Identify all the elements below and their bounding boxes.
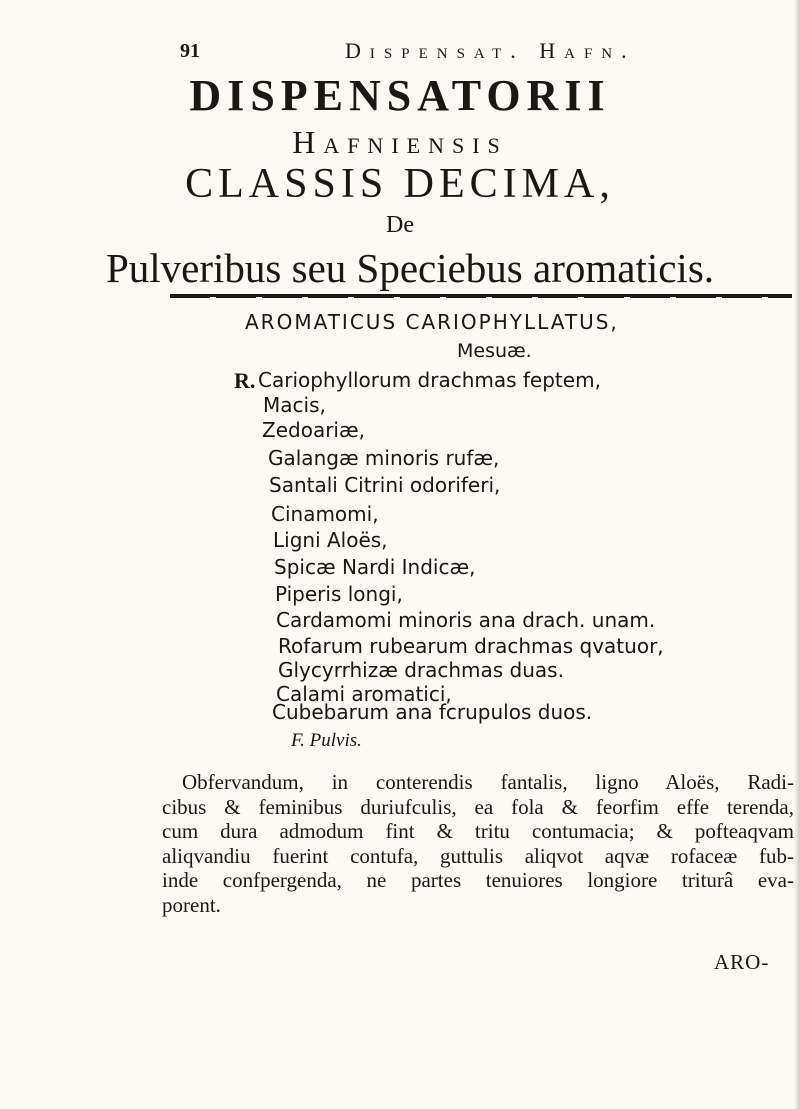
note-line: cum dura admodum fint & tritu contumacia; & pofteaqvam <box>162 819 794 843</box>
note-line: cibus & feminibus duriufculis, ea fola & feorfim effe terenda, <box>162 794 794 819</box>
ingredient-line: Galangæ minoris rufæ, <box>268 446 500 470</box>
recipe-author: Mesuæ. <box>457 340 532 362</box>
note-line: Obfervandum, in conterendis fantalis, ligno Aloës, Radi- <box>182 770 794 794</box>
title-hafniensis: Hafniensis <box>292 124 508 160</box>
ingredient-line: Macis, <box>263 393 326 417</box>
recipe-fiat: F. Pulvis. <box>291 730 362 751</box>
running-head <box>0 36 800 66</box>
ingredient-line: Cinamomi, <box>271 502 379 526</box>
note-line: aliqvandiu fuerint contufa, guttulis aliqvot aqvæ rofaceæ fub- <box>162 843 794 868</box>
title-dispensatorii: DISPENSATORII <box>189 71 611 120</box>
title-classis-decima: CLASSIS DECIMA, <box>185 161 615 207</box>
ingredient-line: Rofarum rubearum drachmas qvatuor, <box>278 634 664 658</box>
note-line: inde confpergenda, ne partes tenuiores longiore triturâ eva- <box>162 868 794 892</box>
section-heading: Pulveribus seu Speciebus aromaticis. <box>105 245 715 291</box>
note-line: porent. <box>162 892 221 917</box>
recipe-note <box>162 770 794 917</box>
ingredient-line: Ligni Aloës, <box>273 528 388 552</box>
recipe-symbol: R. <box>234 368 256 393</box>
title-de: De <box>386 212 414 238</box>
running-title: Dispensat. Hafn. <box>345 38 636 63</box>
ingredient-line: Piperis longi, <box>275 582 403 606</box>
ingredient-line: Cardamomi minoris ana drach. unam. <box>276 608 656 632</box>
ingredient-line: Calami aromatici, <box>276 682 452 706</box>
ingredient-line: Santali Citrini odoriferi, <box>269 473 501 497</box>
catchword: ARO- <box>714 950 770 974</box>
ingredient-line: Cubebarum ana fcrupulos duos. <box>272 700 593 724</box>
divider-rule-ornament <box>170 296 792 298</box>
ingredient-line: Zedoariæ, <box>262 418 365 442</box>
page-number: 91 <box>180 40 200 62</box>
ingredient-line: Cariophyllorum drachmas feptem, <box>258 368 601 392</box>
ingredient-line: Spicæ Nardi Indicæ, <box>274 555 476 579</box>
recipe-title: AROMATICUS CARIOPHYLLATUS, <box>245 310 619 334</box>
ingredient-line: Glycyrrhizæ drachmas duas. <box>278 658 564 682</box>
